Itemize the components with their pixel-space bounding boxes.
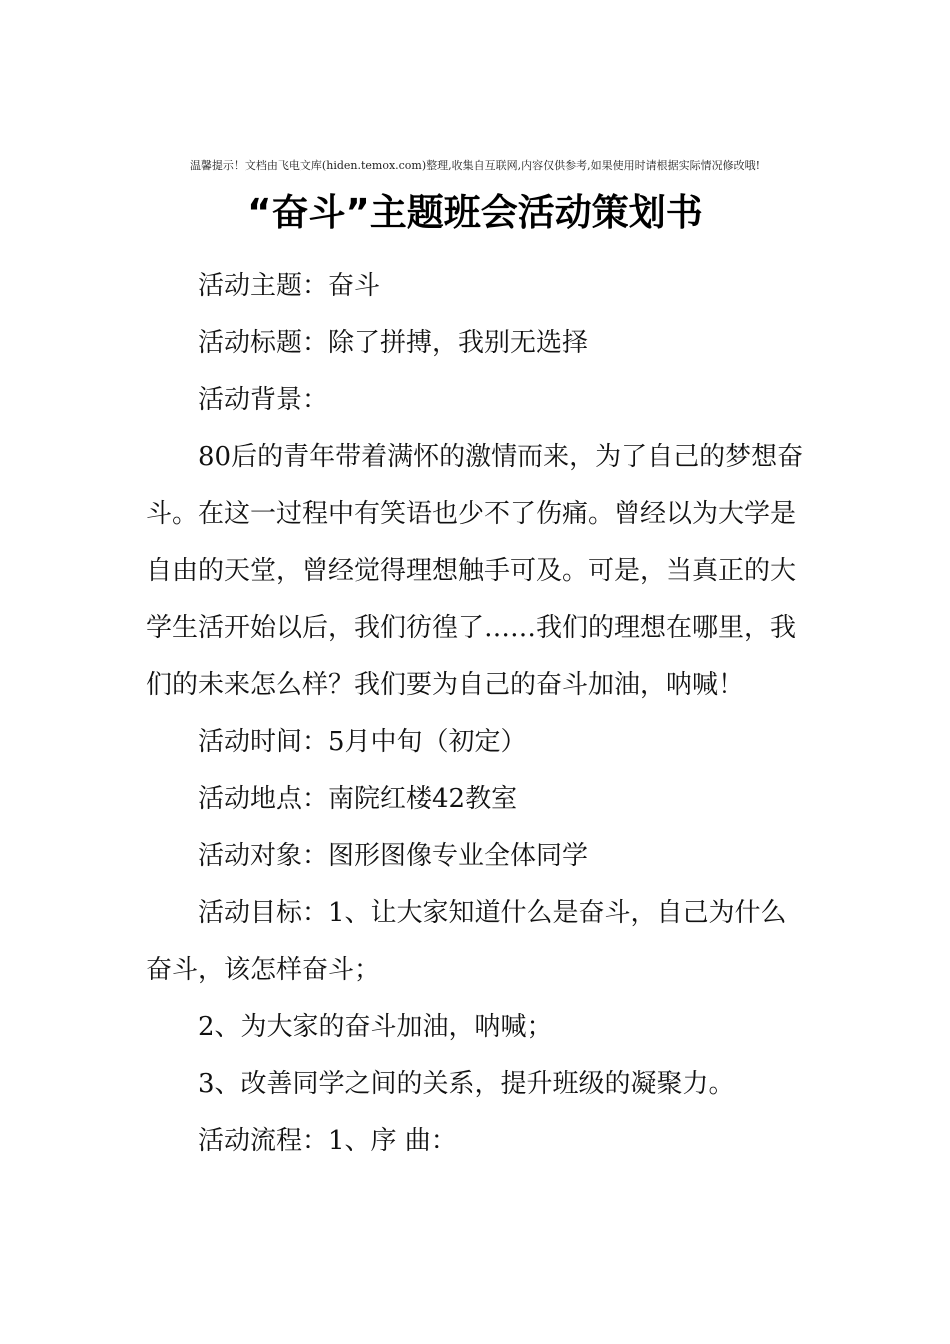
paragraph-goal-1: 活动目标：1、让大家知道什么是奋斗，自己为什么奋斗，该怎样奋斗；	[146, 898, 787, 985]
paragraph-process: 活动流程：1、序 曲：	[198, 1126, 457, 1156]
paragraph-audience: 活动对象：图形图像专业全体同学	[198, 841, 589, 871]
paragraph-time: 活动时间：5月中旬（初定）	[198, 727, 527, 757]
paragraph-goal-2: 2、为大家的奋斗加油，呐喊；	[198, 1012, 553, 1042]
paragraph-background: 80后的青年带着满怀的激情而来，为了自己的梦想奋斗。在这一过程中有笑语也少不了伤痛。曾经以为大学是自由的天堂，曾经觉得理想触手可及。可是，当真正的大学生活开始以后，我们彷徨了……我们的理想在哪里，我们的未来怎么样？我们要为自己的奋斗加油，呐喊！	[146, 442, 804, 700]
paragraph-location: 活动地点：南院红楼42教室	[198, 784, 518, 814]
document-title: “奋斗”主题班会活动策划书	[247, 191, 703, 234]
paragraph-theme: 活动主题：奋斗	[198, 271, 381, 301]
paragraph-background-heading: 活动背景：	[198, 385, 329, 415]
document-body	[146, 258, 806, 1170]
paragraph-subtitle: 活动标题：除了拼搏，我别无选择	[198, 328, 589, 358]
header-notice: 温馨提示！文档由飞电文库(hiden.temox.com)整理,收集自互联网,内容仅供参考,如果使用时请根据实际情况修改哦!	[189, 159, 761, 172]
paragraph-goal-3: 3、改善同学之间的关系，提升班级的凝聚力。	[198, 1069, 735, 1099]
